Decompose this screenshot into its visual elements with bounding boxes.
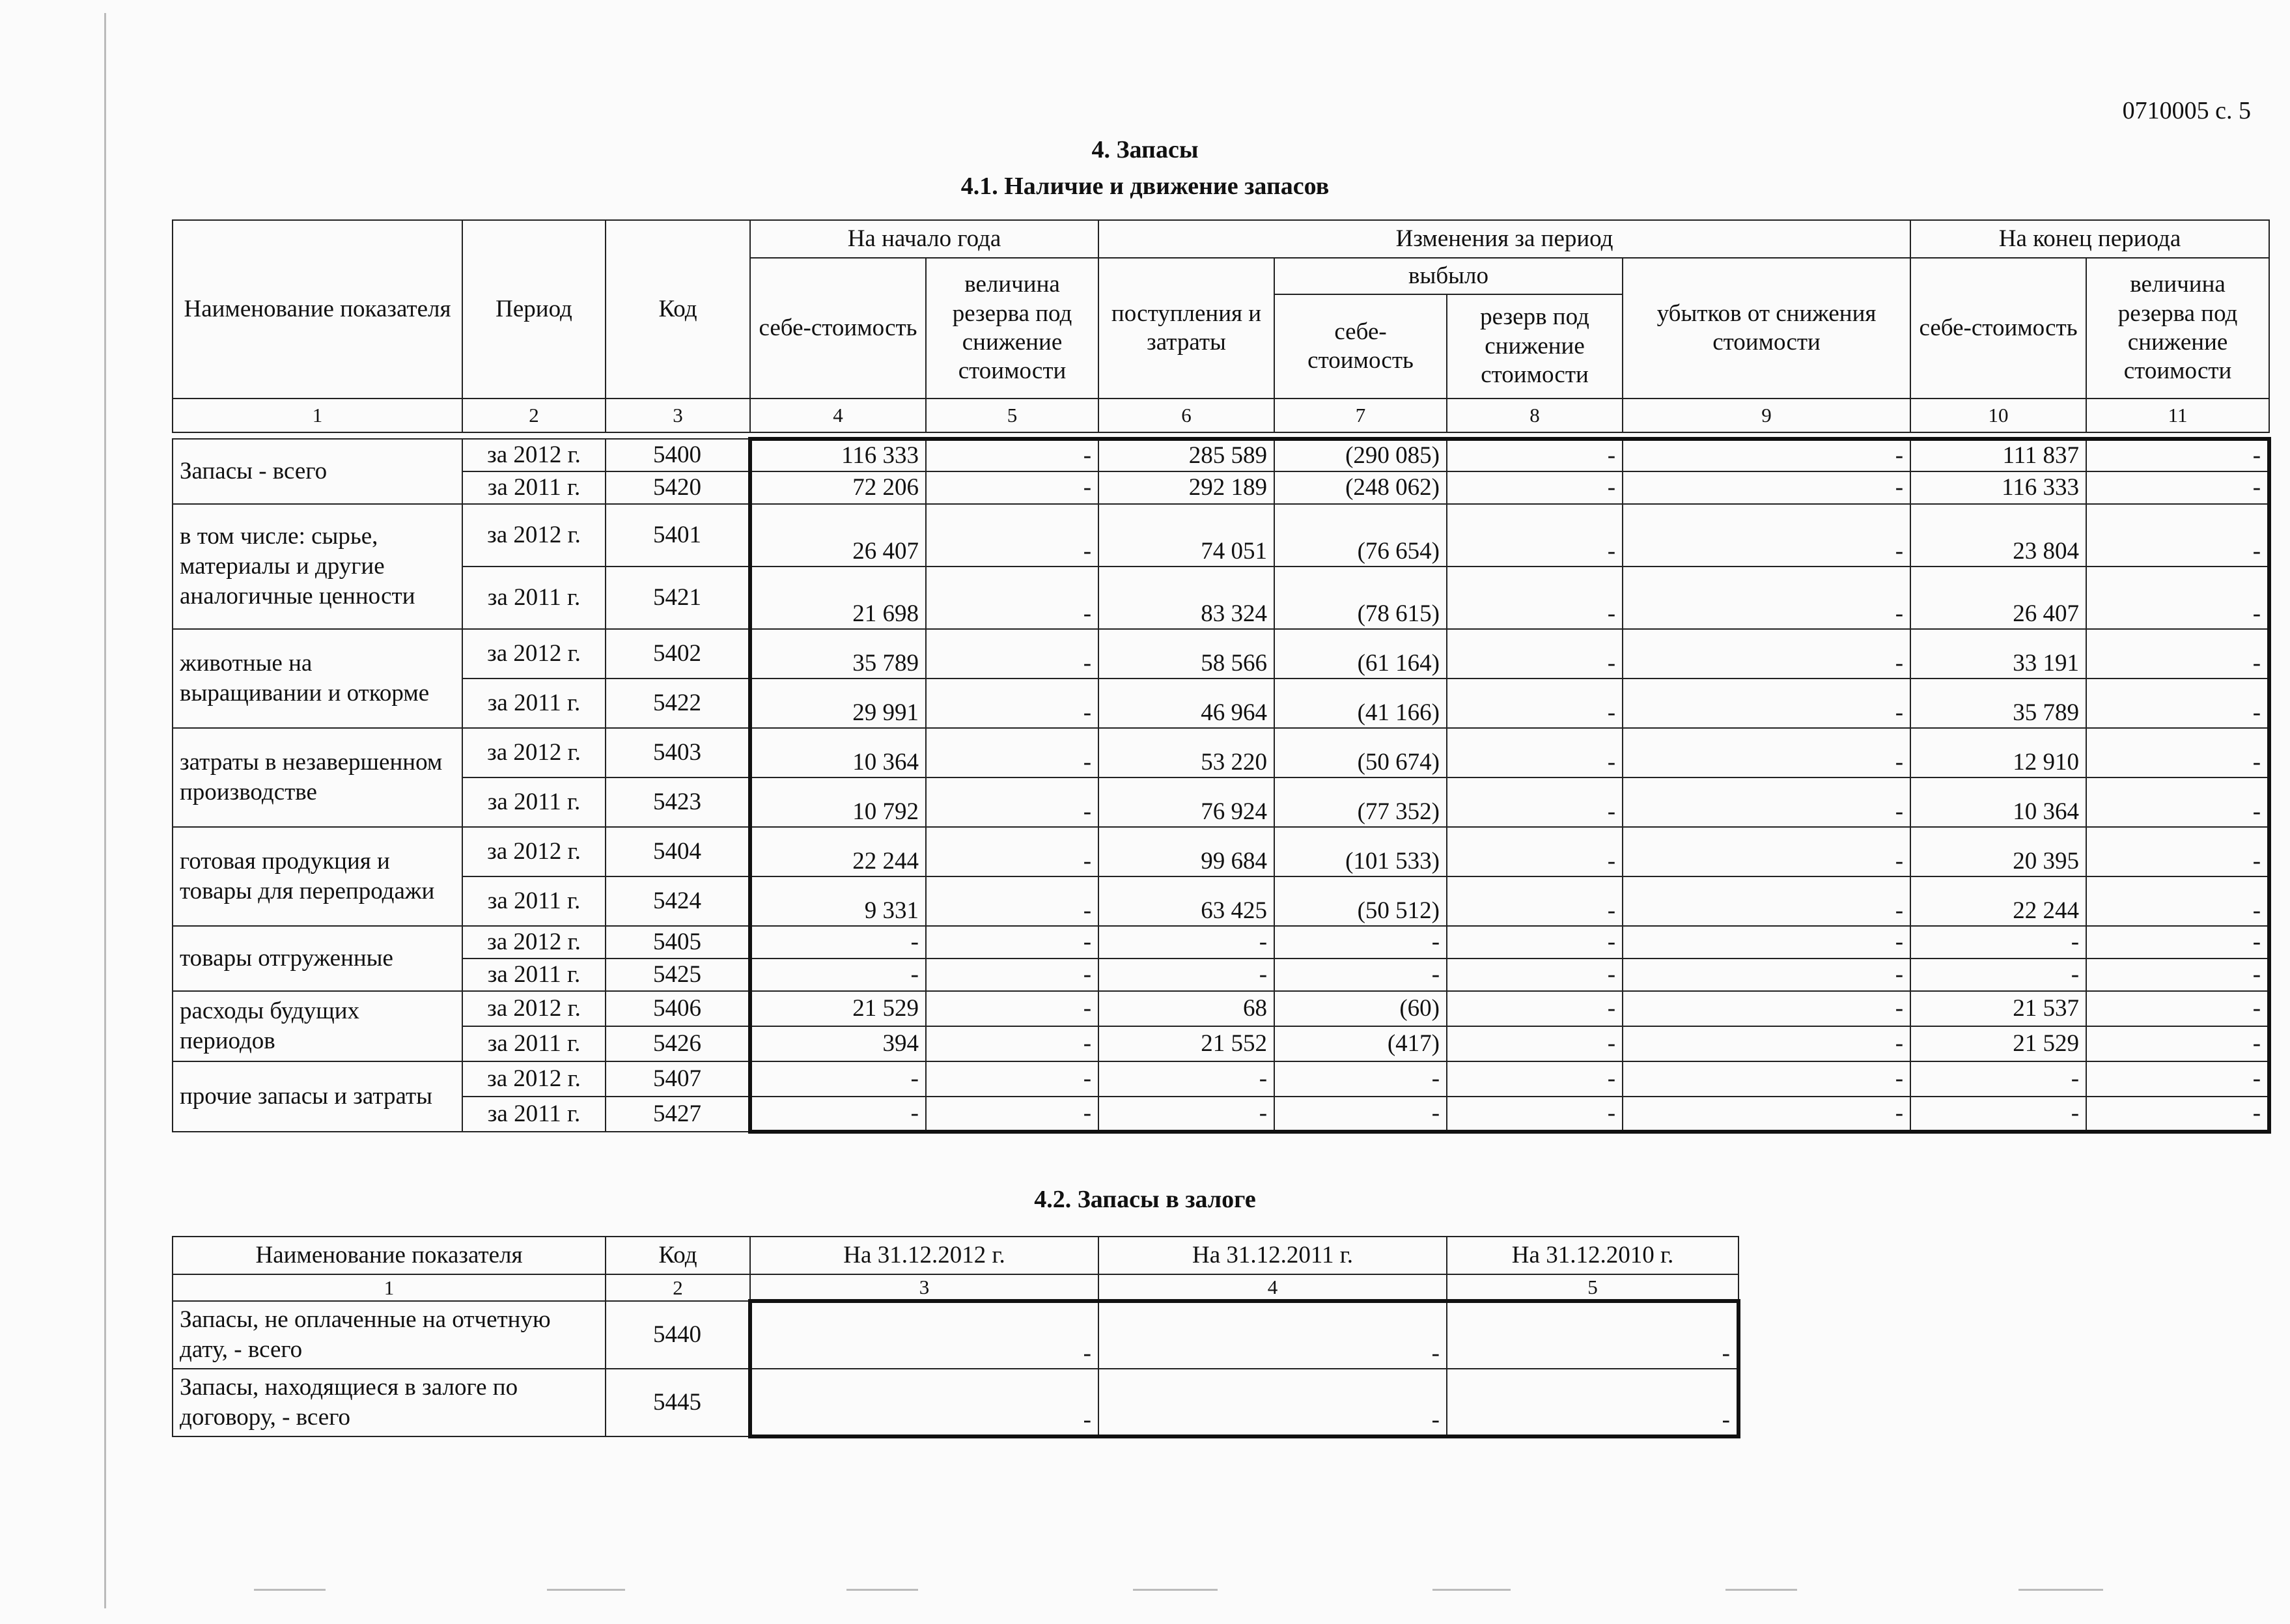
value-cell: - [1623, 728, 1910, 777]
value-cell: 29 991 [750, 679, 926, 728]
inventory-table [172, 219, 2271, 1134]
column-number: 2 [606, 1274, 750, 1301]
value-cell: - [1447, 827, 1623, 876]
value-cell: - [2086, 991, 2269, 1026]
value-cell: 68 [1098, 991, 1274, 1026]
row-code: 5445 [606, 1369, 750, 1436]
header-name: Наименование показателя [173, 220, 462, 399]
value-cell: - [1447, 991, 1623, 1026]
table-row [173, 959, 2269, 991]
value-cell: - [926, 827, 1098, 876]
value-cell: 12 910 [1910, 728, 2086, 777]
value-cell: 46 964 [1098, 679, 1274, 728]
value-cell: - [1623, 876, 1910, 926]
row-code: 5402 [606, 629, 750, 679]
value-cell: (417) [1274, 1026, 1447, 1061]
value-cell: - [1623, 827, 1910, 876]
value-cell: 21 698 [750, 567, 926, 629]
value-cell: - [1447, 1026, 1623, 1061]
value-cell: - [1623, 1061, 1910, 1097]
row-code: 5427 [606, 1097, 750, 1132]
row-name: товары отгруженные [173, 926, 462, 991]
row-period: за 2012 г. [462, 629, 606, 679]
row-code: 5404 [606, 827, 750, 876]
row-name: Запасы - всего [173, 439, 462, 504]
row-code: 5423 [606, 777, 750, 827]
table-row [173, 439, 2269, 471]
row-period: за 2011 г. [462, 471, 606, 504]
value-cell: - [1447, 1369, 1738, 1436]
table-row [173, 1301, 1738, 1369]
header-period: Период [462, 220, 606, 399]
value-cell: - [1447, 567, 1623, 629]
row-name: затраты в незавершенном производстве [173, 728, 462, 827]
value-cell: - [1447, 1061, 1623, 1097]
value-cell: - [1274, 926, 1447, 959]
value-cell: - [1098, 926, 1274, 959]
row-name: прочие запасы и затраты [173, 1061, 462, 1132]
value-cell: - [750, 1061, 926, 1097]
row-code: 5405 [606, 926, 750, 959]
header-end-cost: себе-стоимость [1910, 258, 2086, 399]
value-cell: - [1623, 471, 1910, 504]
value-cell: - [1910, 959, 2086, 991]
value-cell: 99 684 [1098, 827, 1274, 876]
header-cell: Код [606, 1237, 750, 1274]
value-cell: (78 615) [1274, 567, 1447, 629]
row-period: за 2012 г. [462, 1061, 606, 1097]
value-cell: - [926, 777, 1098, 827]
header-begin-reserve: величина резерва под снижение стоимости [926, 258, 1098, 399]
value-cell: - [2086, 567, 2269, 629]
column-number: 1 [173, 1274, 606, 1301]
value-cell: - [2086, 471, 2269, 504]
header-cell: На 31.12.2012 г. [750, 1237, 1098, 1274]
value-cell: - [1447, 504, 1623, 567]
value-cell: - [750, 959, 926, 991]
row-period: за 2012 г. [462, 926, 606, 959]
value-cell: - [2086, 1026, 2269, 1061]
column-number: 11 [2086, 399, 2269, 432]
row-period: за 2011 г. [462, 777, 606, 827]
row-code: 5401 [606, 504, 750, 567]
value-cell: - [2086, 777, 2269, 827]
value-cell: 33 191 [1910, 629, 2086, 679]
value-cell: - [926, 1026, 1098, 1061]
value-cell: - [2086, 504, 2269, 567]
value-cell: - [926, 567, 1098, 629]
value-cell: - [1623, 439, 1910, 471]
value-cell: - [1447, 679, 1623, 728]
value-cell: - [1274, 1061, 1447, 1097]
column-number: 5 [926, 399, 1098, 432]
header-retired: выбыло [1274, 258, 1623, 294]
table-row [173, 1097, 2269, 1132]
row-code: 5421 [606, 567, 750, 629]
value-cell: - [926, 876, 1098, 926]
header-losses: убытков от снижения стоимости [1623, 258, 1910, 399]
value-cell: - [2086, 827, 2269, 876]
table-row [173, 471, 2269, 504]
value-cell: - [1447, 959, 1623, 991]
value-cell: 394 [750, 1026, 926, 1061]
value-cell: 21 529 [1910, 1026, 2086, 1061]
value-cell: - [1623, 679, 1910, 728]
value-cell: - [1623, 629, 1910, 679]
value-cell: 9 331 [750, 876, 926, 926]
table-row [173, 629, 2269, 679]
column-number: 5 [1447, 1274, 1738, 1301]
row-period: за 2012 г. [462, 504, 606, 567]
value-cell: - [750, 1369, 1098, 1436]
value-cell: 21 537 [1910, 991, 2086, 1026]
table-row [173, 827, 2269, 876]
value-cell: (50 674) [1274, 728, 1447, 777]
value-cell: - [1274, 1097, 1447, 1132]
value-cell: - [1098, 1097, 1274, 1132]
column-number: 3 [606, 399, 750, 432]
value-cell: 10 792 [750, 777, 926, 827]
value-cell: - [926, 991, 1098, 1026]
table-row [173, 777, 2269, 827]
value-cell: 83 324 [1098, 567, 1274, 629]
table1-title: 4.1. Наличие и движение запасов [960, 173, 1330, 200]
value-cell: 22 244 [750, 827, 926, 876]
value-cell: 10 364 [750, 728, 926, 777]
value-cell: - [1623, 1097, 1910, 1132]
value-cell: 116 333 [750, 439, 926, 471]
header-cell: Наименование показателя [173, 1237, 606, 1274]
value-cell: - [1098, 1369, 1447, 1436]
value-cell: - [1623, 567, 1910, 629]
column-number: 4 [750, 399, 926, 432]
value-cell: - [926, 629, 1098, 679]
table-row [173, 504, 2269, 567]
value-cell: - [1447, 1301, 1738, 1369]
value-cell: 111 837 [1910, 439, 2086, 471]
value-cell: 26 407 [750, 504, 926, 567]
value-cell: - [2086, 1097, 2269, 1132]
value-cell: (60) [1274, 991, 1447, 1026]
value-cell: - [926, 439, 1098, 471]
table-row [173, 876, 2269, 926]
value-cell: - [1274, 959, 1447, 991]
table-row [173, 926, 2269, 959]
header-cell: На 31.12.2010 г. [1447, 1237, 1738, 1274]
row-code: 5424 [606, 876, 750, 926]
value-cell: - [926, 926, 1098, 959]
value-cell: 53 220 [1098, 728, 1274, 777]
value-cell: - [750, 1301, 1098, 1369]
value-cell: - [926, 679, 1098, 728]
header-begin-of-year: На начало года [750, 220, 1098, 258]
section-title: 4. Запасы [1091, 136, 1199, 163]
header-receipts: поступления и затраты [1098, 258, 1274, 399]
row-code: 5422 [606, 679, 750, 728]
value-cell: - [1447, 777, 1623, 827]
column-number: 6 [1098, 399, 1274, 432]
row-code: 5426 [606, 1026, 750, 1061]
row-name: готовая продукция и товары для перепродажи [173, 827, 462, 926]
value-cell: 35 789 [1910, 679, 2086, 728]
value-cell: 63 425 [1098, 876, 1274, 926]
row-period: за 2012 г. [462, 439, 606, 471]
value-cell: - [1910, 926, 2086, 959]
value-cell: 74 051 [1098, 504, 1274, 567]
value-cell: (50 512) [1274, 876, 1447, 926]
row-name: расходы будущих периодов [173, 991, 462, 1061]
row-code: 5407 [606, 1061, 750, 1097]
value-cell: - [2086, 439, 2269, 471]
header-begin-cost: себе-стоимость [750, 258, 926, 399]
value-cell: - [926, 1061, 1098, 1097]
value-cell: - [1910, 1097, 2086, 1132]
value-cell: 35 789 [750, 629, 926, 679]
row-period: за 2011 г. [462, 959, 606, 991]
value-cell: - [926, 471, 1098, 504]
table2-title: 4.2. Запасы в залоге [1034, 1186, 1256, 1213]
value-cell: - [1447, 439, 1623, 471]
value-cell: 72 206 [750, 471, 926, 504]
value-cell: - [926, 728, 1098, 777]
value-cell: - [1623, 777, 1910, 827]
value-cell: - [2086, 926, 2269, 959]
row-period: за 2011 г. [462, 567, 606, 629]
value-cell: 22 244 [1910, 876, 2086, 926]
value-cell: - [1623, 959, 1910, 991]
table-row [173, 1061, 2269, 1097]
value-cell: 23 804 [1910, 504, 2086, 567]
row-name: Запасы, не оплаченные на отчетную дату, - всего [173, 1301, 606, 1369]
header-end-reserve: величина резерва под снижение стоимости [2086, 258, 2269, 399]
scan-edge-line [104, 13, 106, 1608]
header-code: Код [606, 220, 750, 399]
row-period: за 2011 г. [462, 876, 606, 926]
row-period: за 2011 г. [462, 679, 606, 728]
value-cell: 21 552 [1098, 1026, 1274, 1061]
form-reference: 0710005 с. 5 [2122, 97, 2251, 124]
value-cell: 285 589 [1098, 439, 1274, 471]
value-cell: - [926, 1097, 1098, 1132]
table-row [173, 567, 2269, 629]
value-cell: - [1447, 728, 1623, 777]
header-retired-reserve: резерв под снижение стоимости [1447, 294, 1623, 399]
value-cell: 292 189 [1098, 471, 1274, 504]
row-period: за 2011 г. [462, 1026, 606, 1061]
header-changes: Изменения за период [1098, 220, 1910, 258]
value-cell: (290 085) [1274, 439, 1447, 471]
column-number: 1 [173, 399, 462, 432]
value-cell: (248 062) [1274, 471, 1447, 504]
value-cell: - [1447, 629, 1623, 679]
table-row [173, 728, 2269, 777]
value-cell: - [1098, 1061, 1274, 1097]
row-name: животные на выращивании и откорме [173, 629, 462, 728]
value-cell: 26 407 [1910, 567, 2086, 629]
value-cell: - [2086, 728, 2269, 777]
value-cell: - [2086, 959, 2269, 991]
row-period: за 2012 г. [462, 728, 606, 777]
value-cell: - [1098, 959, 1274, 991]
value-cell: - [1447, 876, 1623, 926]
row-code: 5403 [606, 728, 750, 777]
row-code: 5406 [606, 991, 750, 1026]
value-cell: - [1098, 1301, 1447, 1369]
value-cell: (77 352) [1274, 777, 1447, 827]
value-cell: 21 529 [750, 991, 926, 1026]
value-cell: 10 364 [1910, 777, 2086, 827]
value-cell: - [1623, 504, 1910, 567]
column-number: 9 [1623, 399, 1910, 432]
table-row [173, 1369, 1738, 1436]
value-cell: - [1623, 991, 1910, 1026]
row-name: в том числе: сырье, материалы и другие аналогичные ценности [173, 504, 462, 629]
column-number: 4 [1098, 1274, 1447, 1301]
column-number: 3 [750, 1274, 1098, 1301]
column-number: 10 [1910, 399, 2086, 432]
value-cell: - [750, 1097, 926, 1132]
value-cell: - [926, 959, 1098, 991]
row-period: за 2011 г. [462, 1097, 606, 1132]
header-end-of-period: На конец периода [1910, 220, 2269, 258]
row-code: 5400 [606, 439, 750, 471]
pledged-inventory-table [172, 1236, 1740, 1438]
value-cell: (41 166) [1274, 679, 1447, 728]
value-cell: - [1623, 926, 1910, 959]
column-number: 8 [1447, 399, 1623, 432]
table-row [173, 991, 2269, 1026]
row-period: за 2012 г. [462, 827, 606, 876]
value-cell: 20 395 [1910, 827, 2086, 876]
value-cell: (76 654) [1274, 504, 1447, 567]
value-cell: - [1447, 1097, 1623, 1132]
table-row [173, 1026, 2269, 1061]
value-cell: 76 924 [1098, 777, 1274, 827]
row-code: 5420 [606, 471, 750, 504]
value-cell: - [1447, 926, 1623, 959]
row-code: 5440 [606, 1301, 750, 1369]
value-cell: 58 566 [1098, 629, 1274, 679]
row-period: за 2012 г. [462, 991, 606, 1026]
value-cell: - [750, 926, 926, 959]
table-row [173, 679, 2269, 728]
value-cell: (61 164) [1274, 629, 1447, 679]
value-cell: - [926, 504, 1098, 567]
value-cell: 116 333 [1910, 471, 2086, 504]
header-retired-cost: себе-стоимость [1274, 294, 1447, 399]
value-cell: - [1447, 471, 1623, 504]
column-number: 7 [1274, 399, 1447, 432]
column-number: 2 [462, 399, 606, 432]
header-cell: На 31.12.2011 г. [1098, 1237, 1447, 1274]
value-cell: (101 533) [1274, 827, 1447, 876]
value-cell: - [1910, 1061, 2086, 1097]
value-cell: - [2086, 679, 2269, 728]
row-name: Запасы, находящиеся в залоге по договору, - всего [173, 1369, 606, 1436]
value-cell: - [2086, 629, 2269, 679]
value-cell: - [2086, 876, 2269, 926]
value-cell: - [1623, 1026, 1910, 1061]
row-code: 5425 [606, 959, 750, 991]
value-cell: - [2086, 1061, 2269, 1097]
